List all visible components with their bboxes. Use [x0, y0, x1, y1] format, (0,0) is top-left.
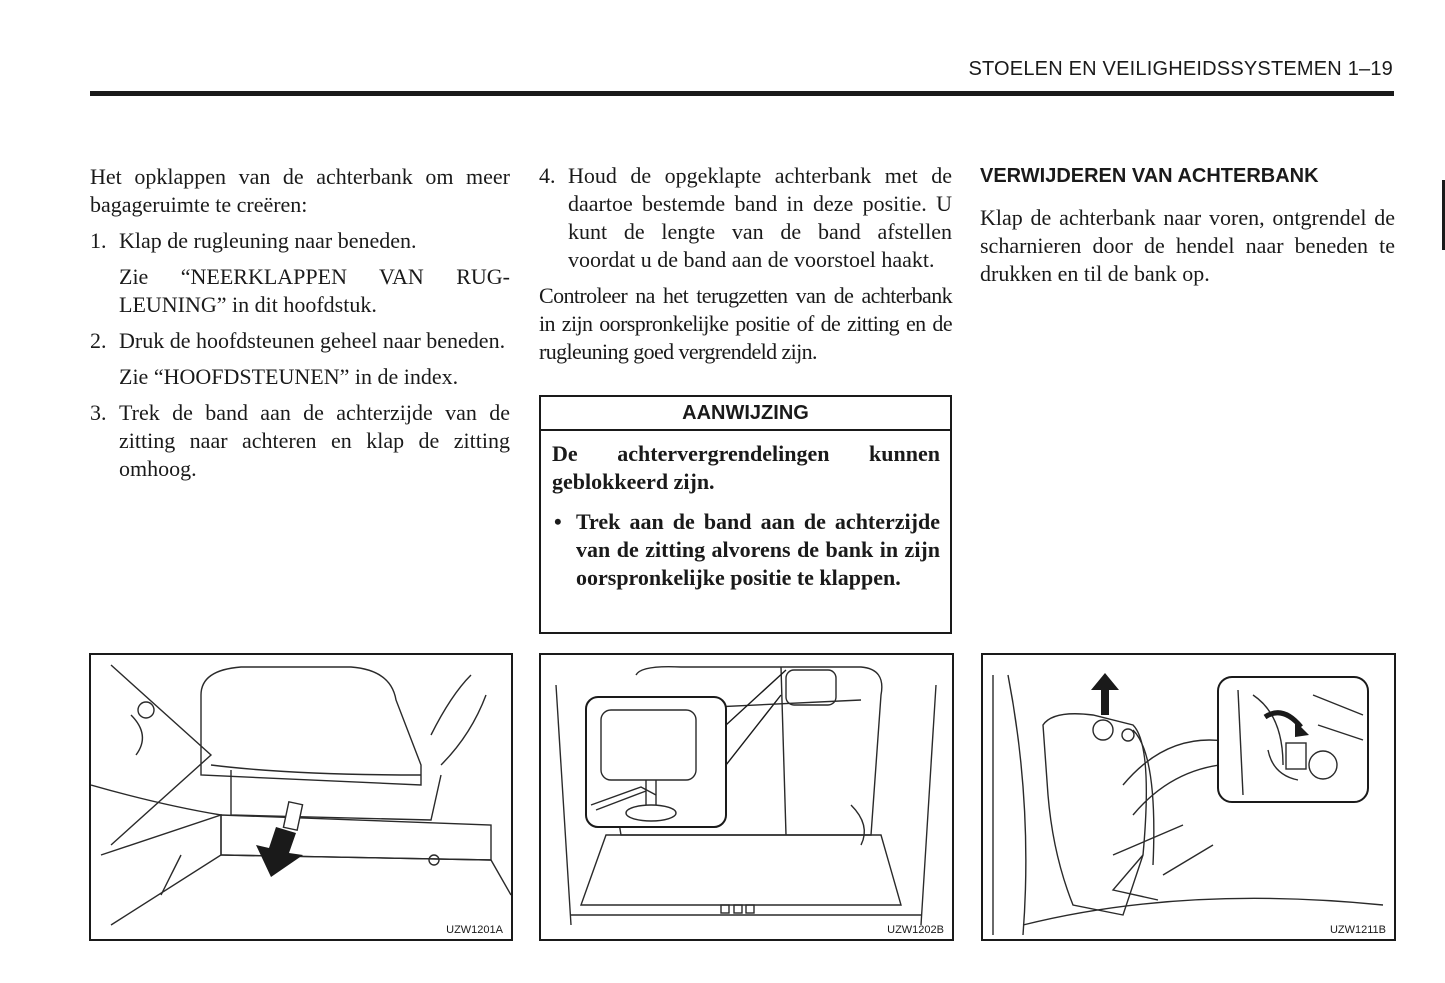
figure-code: UZW1201A	[446, 924, 503, 936]
step-number: 4.	[539, 163, 556, 188]
step-text: Houd de opgeklapte achterbank met de daartoe bestemde band in deze positie. U kunt de lengte van de band afstellen voordat u de band aan de voorstoel haakt.	[568, 163, 952, 272]
section-paragraph: Klap de achterbank naar voren, ontgrendel de scharnieren door de hendel naar beneden te drukken en til de bank op.	[980, 205, 1395, 286]
left-column	[90, 163, 510, 483]
step-number: 2.	[90, 328, 107, 353]
figure-fold-seat	[89, 653, 513, 941]
step-note: Zie “HOOFDSTEUNEN” in de index.	[119, 364, 459, 389]
step-4	[539, 162, 952, 274]
notice-body	[541, 431, 950, 592]
figure-remove-seat	[981, 653, 1396, 941]
middle-column	[539, 162, 952, 366]
step-number: 3.	[90, 400, 107, 425]
seat-strap-illustration	[91, 655, 511, 939]
step-3	[90, 399, 510, 483]
check-paragraph: Controleer na het terugzetten van de achterbank in zijn oorspronkelijke positie of de zitting en de rugleuning goed vergrendeld zijn.	[539, 283, 952, 364]
intro-paragraph: Het opklappen van de achterbank om meer bagageruimte te creëren:	[90, 164, 510, 217]
notice-heading: AANWIJZING	[541, 397, 950, 431]
step-2	[90, 327, 510, 391]
notice-bullet-text: Trek aan de band aan de achterzijde van de zitting alvorens de bank in zijn oorspronkelijke positie te klappen.	[576, 509, 940, 590]
header-rule	[90, 91, 1394, 96]
seat-removal-illustration	[983, 655, 1394, 939]
figure-code: UZW1211B	[1329, 924, 1386, 936]
step-1	[90, 227, 510, 319]
page-header-title: STOELEN EN VEILIGHEIDSSYSTEMEN 1–19	[968, 58, 1393, 80]
step-note: Zie “NEERKLAPPEN VAN RUG-LEUNING” in dit hoofdstuk.	[119, 264, 510, 317]
cargo-area-illustration	[541, 655, 952, 939]
step-number: 1.	[90, 228, 107, 253]
notice-text: De achtervergrendelingen kunnen geblokkeerd zijn.	[552, 441, 940, 494]
notice-box	[539, 395, 952, 634]
section-heading: VERWIJDEREN VAN ACHTERBANK	[980, 165, 1319, 187]
notice-bullet	[552, 508, 940, 592]
figure-strap-headrest	[539, 653, 954, 941]
step-text: Klap de rugleuning naar beneden.	[119, 228, 417, 253]
bullet-dot: •	[554, 509, 562, 534]
step-text: Druk de hoofdsteunen geheel naar beneden.	[119, 328, 506, 353]
figure-code: UZW1202B	[887, 924, 944, 936]
step-text: Trek de band aan de achterzijde van de zitting naar achteren en klap de zitting omhoog.	[119, 400, 510, 481]
right-column	[980, 162, 1395, 288]
